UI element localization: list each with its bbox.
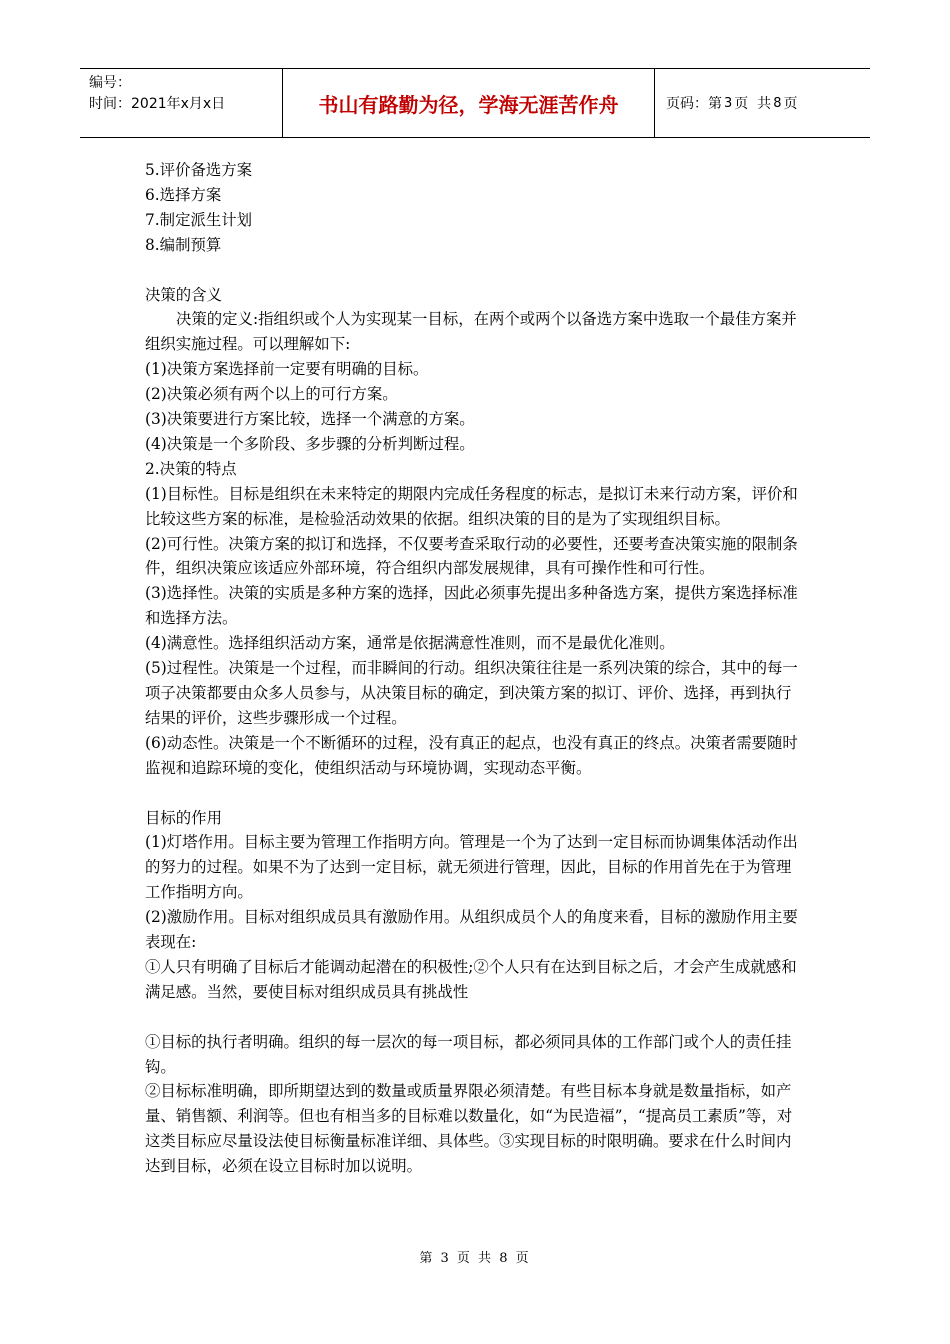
section-heading: 决策的含义 <box>145 285 222 304</box>
page-current: 3 <box>724 95 733 111</box>
list-item: 8.编制预算 <box>145 235 222 254</box>
list-item: (4)决策是一个多阶段、多步骤的分析判断过程。 <box>145 434 475 453</box>
section-heading: 2.决策的特点 <box>145 459 237 478</box>
paragraph: (4)满意性。选择组织活动方案，通常是依据满意性准则，而不是最优化准则。 <box>145 634 675 653</box>
section-heading: 目标的作用 <box>145 808 222 827</box>
spacer <box>145 258 805 283</box>
paragraph: (6)动态性。决策是一个不断循环的过程，没有真正的起点，也没有真正的终点。决策者需要随时监视和追踪环境的变化，使组织活动与环境协调，实现动态平衡。 <box>145 733 798 777</box>
paragraph: 决策的定义:指组织或个人为实现某一目标，在两个或两个以备选方案中选取一个最佳方案并组织实施过程。可以理解如下: <box>145 310 797 354</box>
page-prefix: 页码：第 <box>666 96 722 112</box>
list-item: (3)决策要进行方案比较，选择一个满意的方案。 <box>145 410 475 429</box>
list-item: (2)决策必须有两个以上的可行方案。 <box>145 385 398 404</box>
spacer <box>145 1005 805 1030</box>
paragraph: ②目标标准明确，即所期望达到的数量或质量界限必须清楚。有些目标本身就是数量指标，如产量、销售额、利润等。但也有相当多的目标难以数量化，如“为民造福”，“提高员工素质”等，对这类目标应尽量设法使目标衡量标准详细、具体些。③实现目标的时限明确。要求在什么时间内达到目标，必须在设立目标时加以说明。 <box>145 1082 793 1176</box>
page-header <box>80 68 870 138</box>
time-label: 时间：2021年x月x日 <box>89 96 226 112</box>
page-total: 8 <box>773 95 782 111</box>
paragraph: (5)过程性。决策是一个过程，而非瞬间的行动。组织决策往往是一系列决策的综合，其中的每一项子决策都要由众多人员参与，从决策目标的确定，到决策方案的拟订、评价、选择，再到执行结果的评价，这些步骤形成一个过程。 <box>145 659 798 727</box>
paragraph: (1)灯塔作用。目标主要为管理工作指明方向。管理是一个为了达到一定目标而协调集体活动作出的努力的过程。如果不为了达到一定目标，就无须进行管理，因此，目标的作用首先在于为管理工作指明方向。 <box>145 833 798 902</box>
paragraph: (2)可行性。决策方案的拟订和选择，不仅要考查采取行动的必要性，还要考查决策实施的限制条件，组织决策应该适应外部环境，符合组织内部发展规律，具有可操作性和可行性。 <box>145 534 798 578</box>
paragraph: ①目标的执行者明确。组织的每一层次的每一项目标，都必须同具体的工作部门或个人的责任挂钩。 <box>145 1032 792 1076</box>
page-mid: 页 共 <box>734 96 772 112</box>
paragraph: (1)目标性。目标是组织在未来特定的期限内完成任务程度的标志，是拟订未来行动方案，评价和比较这些方案的标准，是检验活动效果的依据。组织决策的目的是为了实现组织目标。 <box>145 484 798 528</box>
document-body <box>145 158 805 1179</box>
list-item: 6.选择方案 <box>145 185 222 204</box>
paragraph: (3)选择性。决策的实质是多种方案的选择，因此必须事先提出多种备选方案，提供方案选择标准和选择方法。 <box>145 584 798 628</box>
header-motto: 书山有路勤为径，学海无涯苦作舟 <box>283 69 655 137</box>
serial-label: 编号： <box>89 75 131 91</box>
page-footer: 第 3 页 共 8 页 <box>419 1251 531 1266</box>
list-item: (1)决策方案选择前一定要有明确的目标。 <box>145 360 429 379</box>
spacer <box>145 781 805 806</box>
header-meta <box>80 69 283 137</box>
header-page-info <box>655 69 870 137</box>
paragraph: (2)激励作用。目标对组织成员具有激励作用。从组织成员个人的角度来看，目标的激励作用主要表现在: <box>145 908 798 952</box>
list-item: 7.制定派生计划 <box>145 210 253 229</box>
paragraph: ①人只有明确了目标后才能调动起潜在的积极性;②个人只有在达到目标之后，才会产生成就感和满足感。当然，要使目标对组织成员具有挑战性 <box>145 957 797 1001</box>
list-item: 5.评价备选方案 <box>145 161 253 179</box>
page-suffix: 页 <box>783 96 798 112</box>
